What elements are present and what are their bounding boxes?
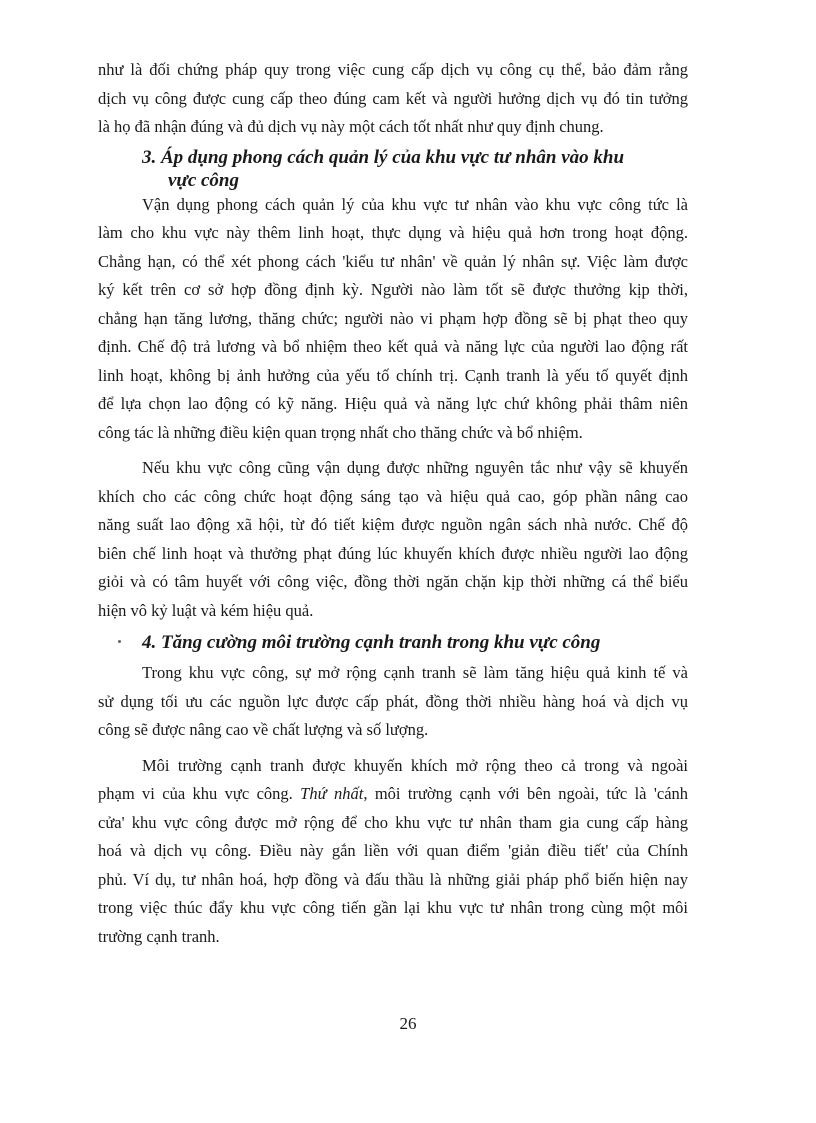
paragraph-competition bbox=[98, 659, 688, 745]
text-line: Môi trường cạnh tranh được khuyến khích mở rộng theo cả trong và ngoài bbox=[142, 755, 688, 775]
document-page bbox=[98, 56, 688, 951]
text-line: khích cho các công chức hoạt động sáng tạo và hiệu quả cao, góp phần nâng cao bbox=[98, 486, 688, 506]
text-line: làm cho khu vực này thêm linh hoạt, thực dụng và hiệu quả hơn trong hoạt động. bbox=[98, 223, 688, 242]
text-run: , môi trường cạnh với bên ngoài, tức là 'cánh bbox=[363, 784, 688, 803]
text-line: cửa' khu vực công được mở rộng để cho khu vực tư nhân tham gia cung cấp hàng bbox=[98, 812, 688, 832]
text-line: công tác là những điều kiện quan trọng nhất cho thăng chức và bổ nhiệm. bbox=[98, 422, 583, 442]
section-heading-4: 4. Tăng cường môi trường cạnh tranh trong khu vực công bbox=[142, 632, 601, 653]
text-run: phạm vi của khu vực công. bbox=[98, 784, 301, 803]
text-line: năng suất lao động xã hội, từ đó tiết kiệm được nguồn ngân sách nhà nước. Chế độ bbox=[98, 515, 688, 534]
text-line: biên chế linh hoạt và thưởng phạt đúng lúc khuyến khích được nhiều người lao động bbox=[98, 543, 688, 563]
text-line: sử dụng tối ưu các nguồn lực được cấp phát, đồng thời nhiều hàng hoá và dịch vụ bbox=[98, 691, 688, 711]
scan-speck bbox=[118, 640, 121, 643]
paragraph-environment bbox=[98, 752, 688, 952]
text-line: dịch vụ công được cung cấp theo đúng cam kết và người hưởng dịch vụ đó tin tưởng bbox=[98, 88, 688, 108]
text-line: như là đối chứng pháp quy trong việc cung cấp dịch vụ công cụ thể, bảo đảm rằng bbox=[98, 60, 688, 79]
text-line: Trong khu vực công, sự mở rộng cạnh tranh sẽ làm tăng hiệu quả kinh tế và bbox=[142, 663, 688, 682]
text-line: định. Chế độ trả lương và bổ nhiệm theo kết quả và năng lực của người lao động rất bbox=[98, 337, 688, 356]
text-line: ký kết trên cơ sở hợp đồng định kỳ. Người nào làm tốt sẽ được thưởng kịp thời, bbox=[98, 280, 688, 299]
text-line: linh hoạt, không bị ảnh hưởng của yếu tố chính trị. Cạnh tranh là yếu tố quyết định bbox=[98, 365, 688, 385]
emphasis-first: Thứ nhất bbox=[300, 784, 364, 803]
text-line: Chẳng hạn, có thể xét phong cách 'kiểu tư nhân' về quản lý nhân sự. Việc làm được bbox=[98, 251, 688, 271]
text-line: Nếu khu vực công cũng vận dụng được những nguyên tắc như vậy sẽ khuyến bbox=[142, 458, 688, 477]
paragraph-intro bbox=[98, 56, 688, 142]
text-line bbox=[98, 780, 688, 809]
text-line: để lựa chọn lao động có kỹ năng. Hiệu quả và năng lực chứ không phải thâm niên bbox=[98, 394, 688, 413]
paragraph-private-style bbox=[98, 191, 688, 448]
paragraph-public-apply bbox=[98, 454, 688, 625]
text-line: phủ. Ví dụ, tư nhân hoá, hợp đồng và đấu thầu là những giải pháp phổ biến hiện nay bbox=[98, 869, 688, 889]
section-heading-3: 3. Áp dụng phong cách quản lý của khu vực tư nhân vào khu bbox=[142, 146, 625, 168]
text-line: công sẽ được nâng cao về chất lượng và số lượng. bbox=[98, 720, 429, 739]
page-number: 26 bbox=[399, 1014, 417, 1033]
text-line: trong việc thúc đẩy khu vực công tiến gần lại khu vực tư nhân trong cùng một môi bbox=[98, 898, 688, 917]
text-line: chẳng hạn tăng lương, thăng chức; người nào vi phạm hợp đồng sẽ bị phạt theo quy bbox=[98, 308, 688, 328]
text-line: Vận dụng phong cách quản lý của khu vực tư nhân vào khu vực công tức là bbox=[142, 194, 688, 214]
text-line: trường cạnh tranh. bbox=[98, 926, 220, 946]
text-line: giỏi và có tâm huyết với công việc, đồng thời ngăn chặn kịp thời những cá thể biểu bbox=[98, 572, 688, 591]
text-line: là họ đã nhận đúng và đủ dịch vụ này một cách tốt nhất như quy định chung. bbox=[98, 117, 604, 136]
section-heading-3-continued: vực công bbox=[168, 170, 239, 191]
text-line: hiện vô kỷ luật và kém hiệu quả. bbox=[98, 600, 314, 620]
text-line: hoá và dịch vụ công. Điều này gắn liền với quan điểm 'giản điều tiết' của Chính bbox=[98, 841, 688, 860]
